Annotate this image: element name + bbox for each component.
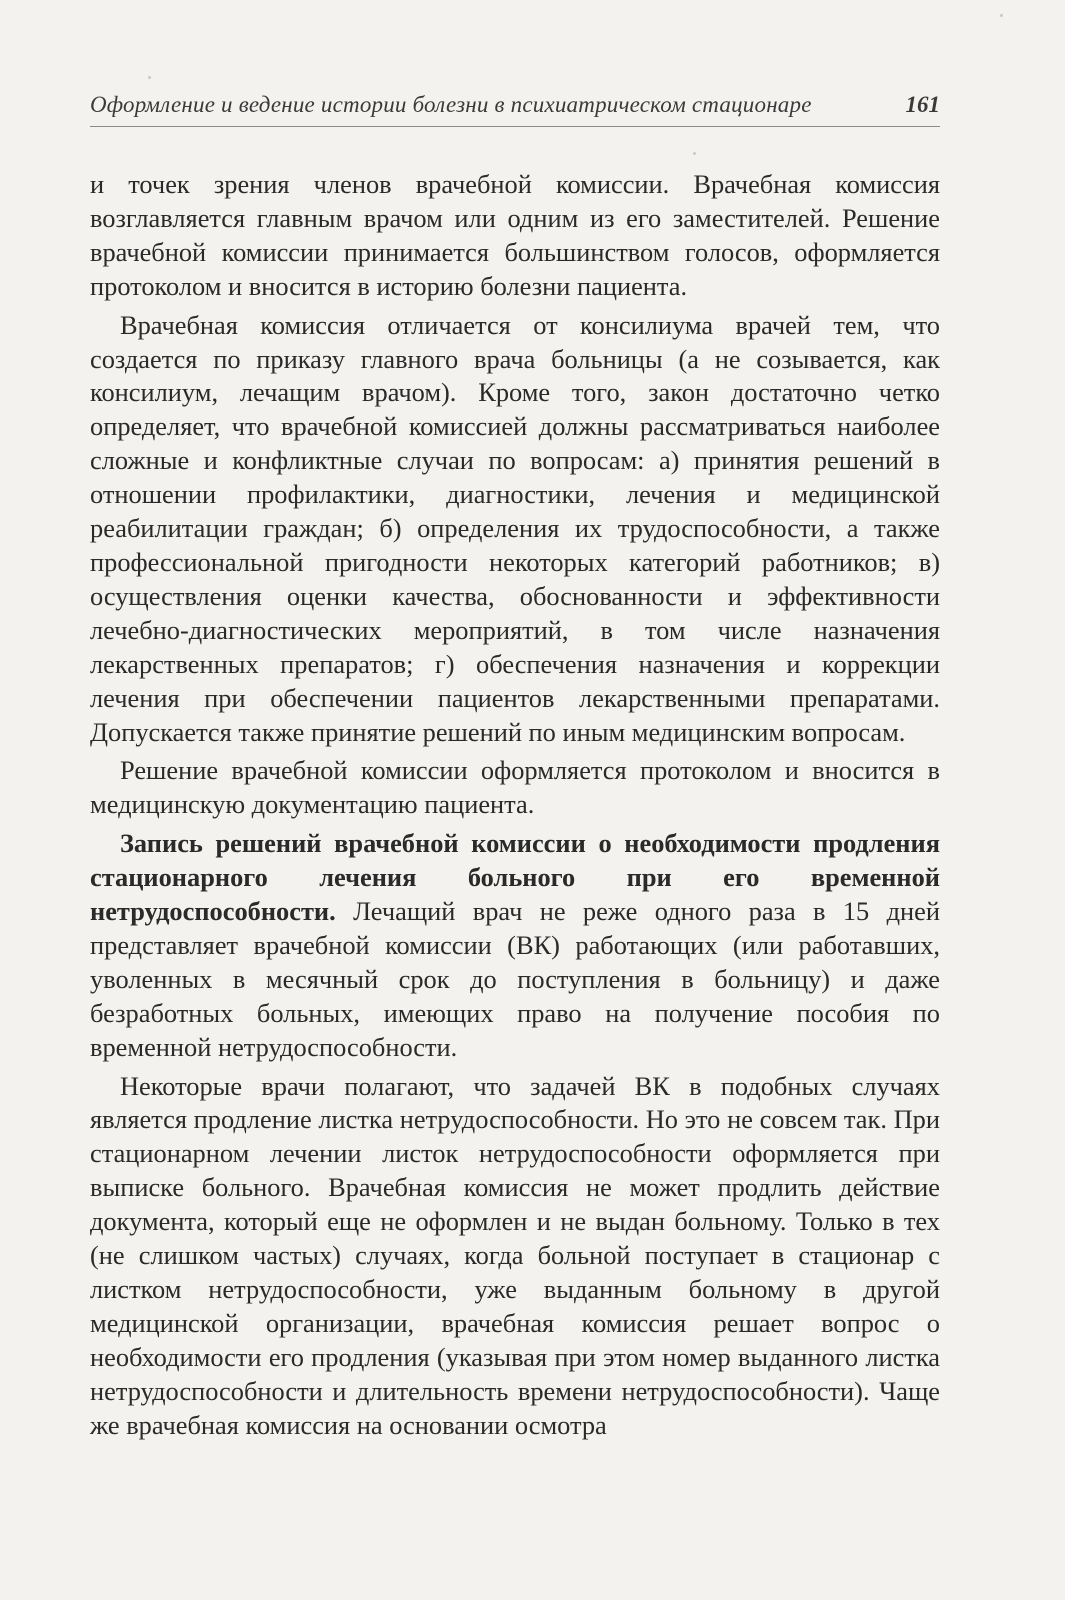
paragraph-text: и точек зрения членов врачебной комиссии. Врачебная комиссия возглавляется главным врачом или одним из его заместителей. Решение врачебной комиссии принимается большинством голосов, оформляется протоколом и вносится в историю болезни пациента. bbox=[90, 169, 940, 301]
paragraph bbox=[90, 827, 940, 1064]
scan-speck bbox=[148, 76, 151, 79]
paragraph-text: Некоторые врачи полагают, что задачей ВК в подобных случаях является продление листка нетрудоспособности. Но это не совсем так. При стационарном лечении листок нетрудоспособности оформляется при выписке больного. Врачебная комиссия не может продлить действие документа, который еще не оформлен и не выдан больному. Только в тех (не слишком частых) случаях, когда больной поступает в стационар с листком нетрудоспособности, уже выданным больному в другой медицинской организации, врачебная комиссия решает вопрос о необходимости его продления (указывая при этом номер выданного листка нетрудоспособности и длительность времени нетрудоспособности). Чаще же врачебная комиссия на основании осмотра bbox=[90, 1070, 940, 1440]
page-number: 161 bbox=[905, 92, 940, 117]
paragraph bbox=[90, 754, 940, 822]
paragraph-text: Решение врачебной комиссии оформляется протоколом и вносится в медицинскую документацию пациента. bbox=[90, 755, 940, 820]
body-text bbox=[90, 168, 940, 1448]
paragraph bbox=[90, 1070, 940, 1443]
paragraph-text: Врачебная комиссия отличается от консилиума врачей тем, что создается по приказу главного врача больницы (а не созывается, как консилиум, лечащим врачом). Кроме того, закон достаточно четко определяет, что врачебной комиссией должны рассматриваться наиболее сложные и конфликтные случаи по вопросам: а) принятия решений в отношении профилактики, диагностики, лечения и медицинской реабилитации граждан; б) определения их трудоспособности, а также профессиональной пригодности некоторых категорий работников; в) осуществления оценки качества, обоснованности и эффективности лечебно-диагностических мероприятий, в том числе назначения лекарственных препаратов; г) обеспечения назначения и коррекции лечения при обеспечении пациентов лекарственными препаратами. Допускается также принятие решений по иным медицинским вопросам. bbox=[90, 309, 940, 747]
scan-speck bbox=[1000, 14, 1003, 17]
paragraph bbox=[90, 168, 940, 304]
paragraph-text: Лечащий врач не реже одного раза в 15 дней представляет врачебной комиссии (ВК) работающих (или работавших, уволенных в месячный срок до поступления в больницу) и даже безработных больных, имеющих право на получение пособия по временной нетрудоспособности. bbox=[90, 896, 940, 1062]
running-header-title: Оформление и ведение истории болезни в психиатрическом стационаре bbox=[90, 92, 812, 117]
section-lead-heading: Запись решений врачебной комиссии о необходимости продления стационарного лечения больного при его временной нетрудоспособности. bbox=[90, 828, 940, 927]
running-header bbox=[90, 86, 940, 127]
paragraph bbox=[90, 309, 940, 750]
scan-speck bbox=[693, 152, 696, 155]
